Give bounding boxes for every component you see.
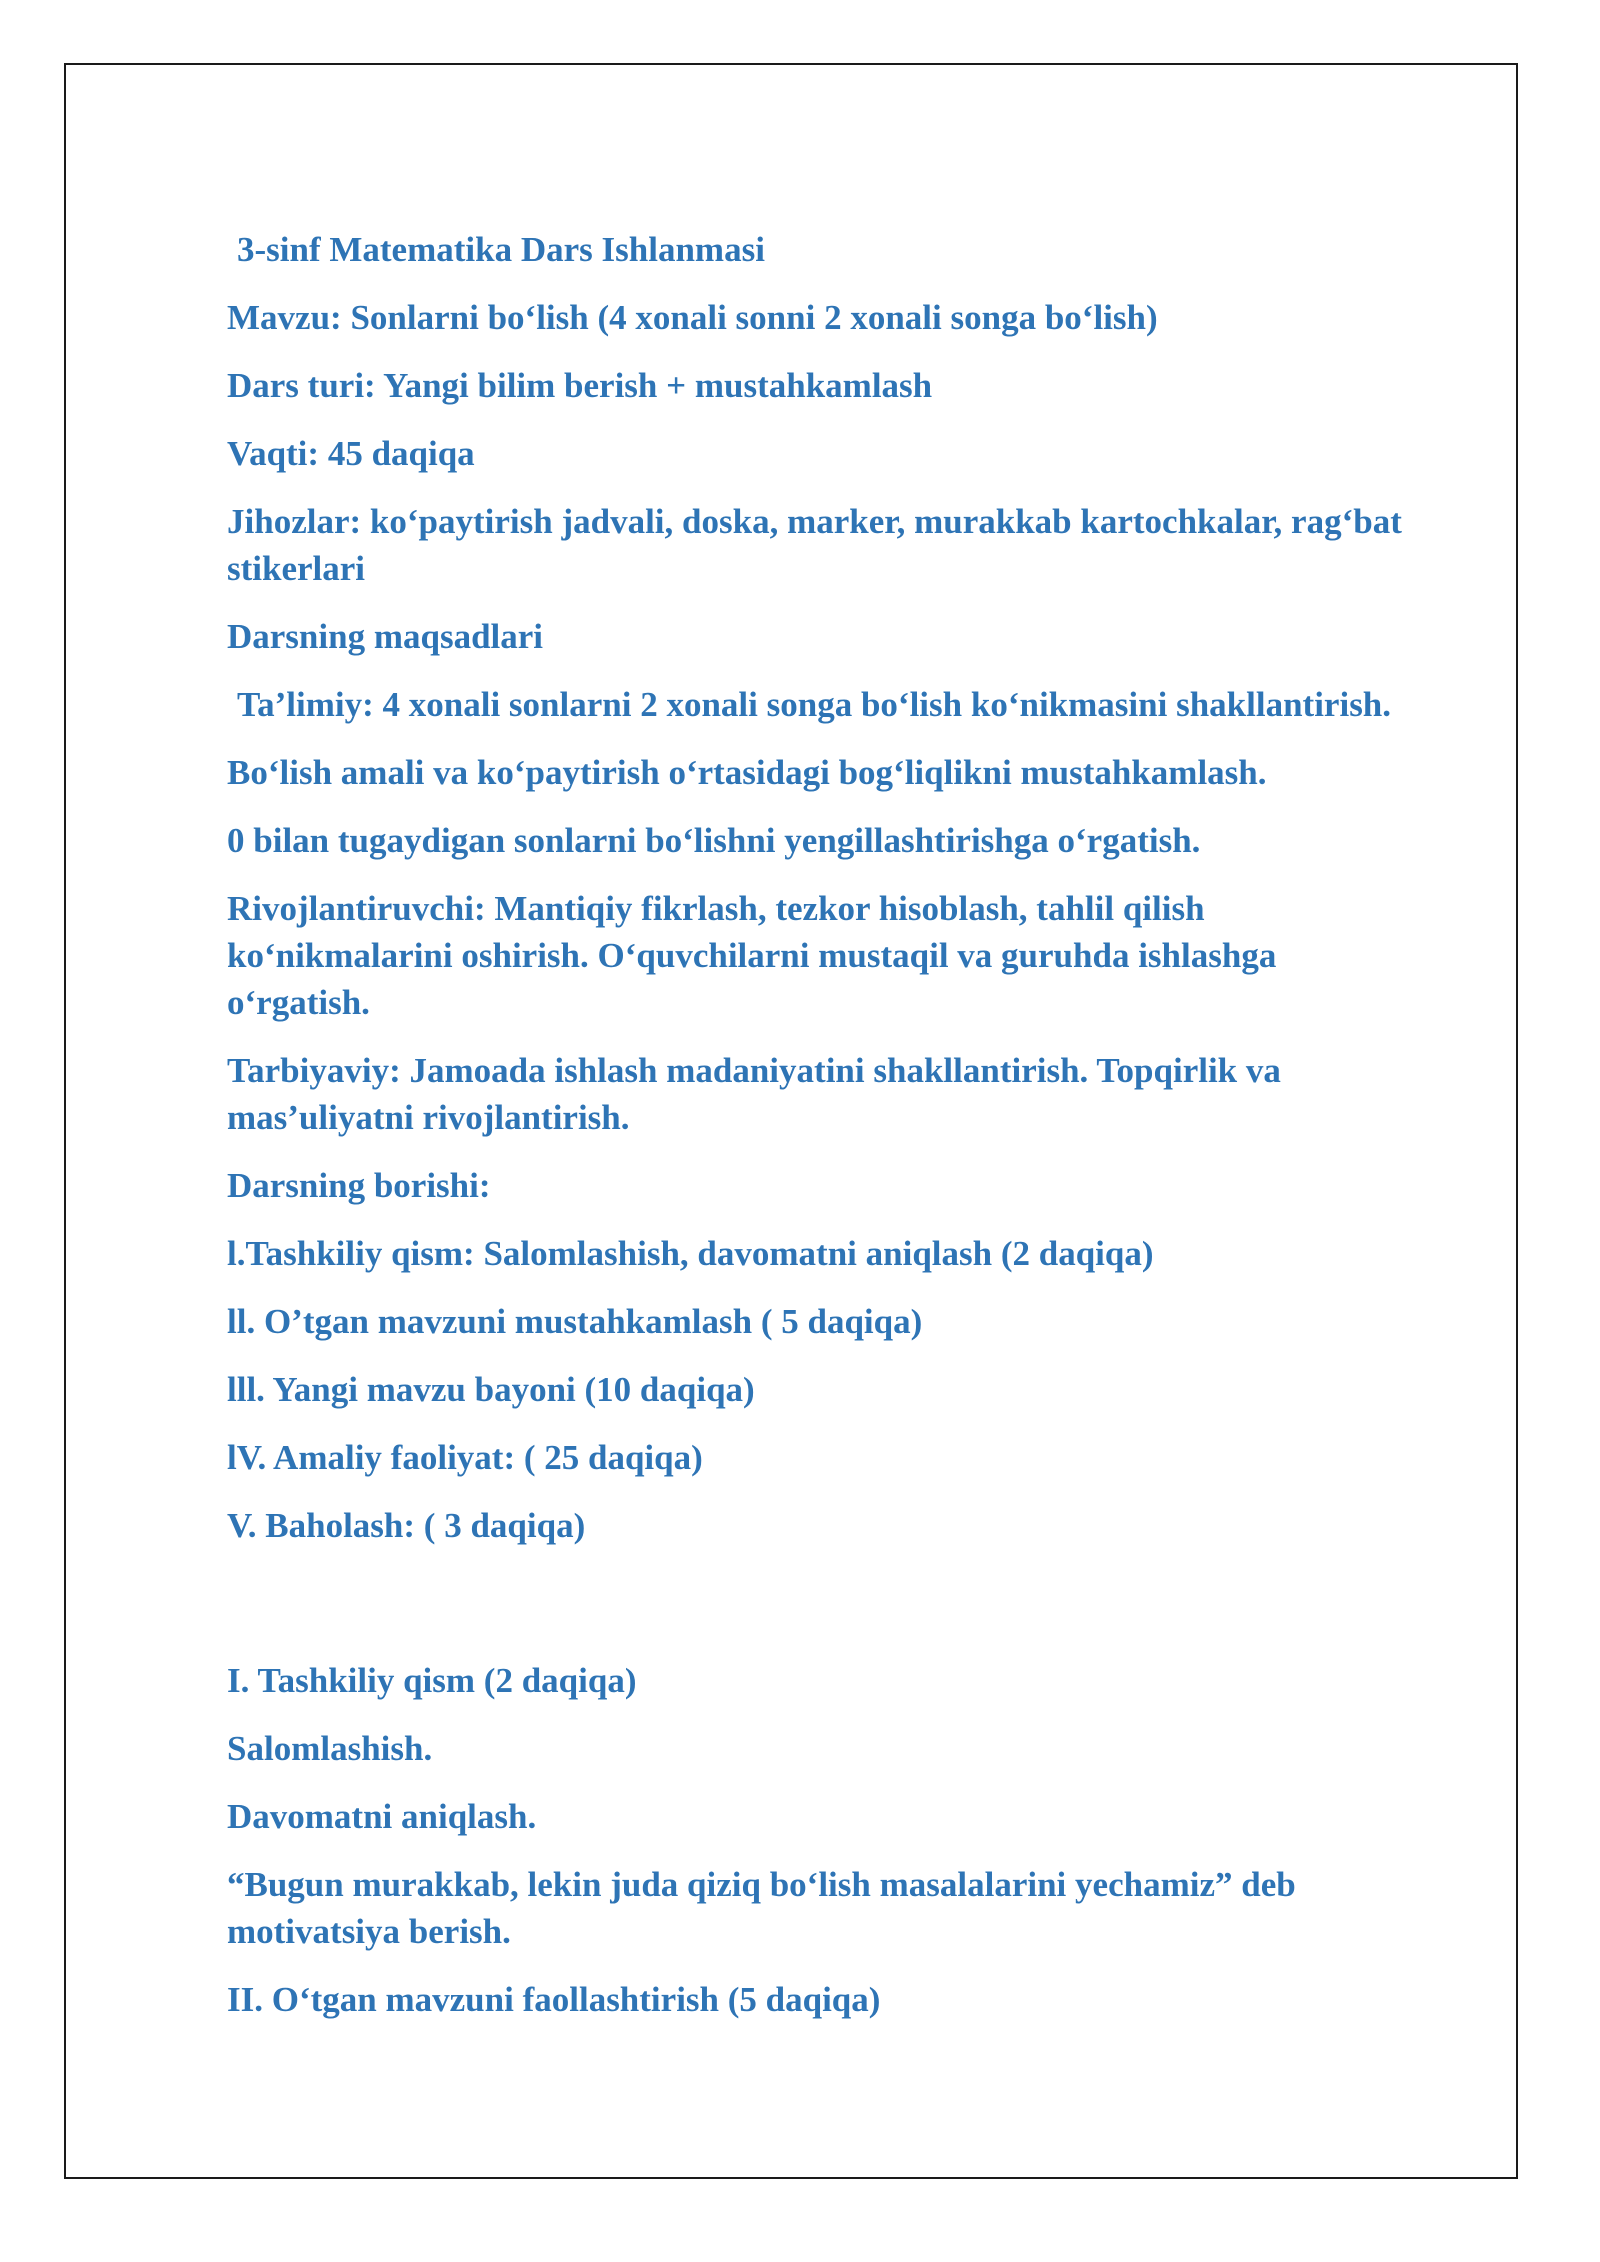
document-title: 3-sinf Matematika Dars Ishlanmasi (237, 230, 765, 269)
section-1-heading: I. Tashkiliy qism (2 daqiqa) (227, 1661, 637, 1700)
topic-line: Mavzu: Sonlarni bo‘lish (4 xonali sonni 2 xonali songa bo‘lish) (227, 298, 1158, 337)
educational-goal-line-2: Bo‘lish amali va ko‘paytirish o‘rtasidagi bog‘liqlikni mustahkamlash. (227, 753, 1267, 792)
goals-heading: Darsning maqsadlari (227, 617, 544, 656)
stage-item: V. Baholash: ( 3 daqiqa) (227, 1506, 586, 1545)
stage-item: l.Tashkiliy qism: Salomlashish, davomatni aniqlash (2 daqiqa) (227, 1234, 1154, 1273)
lesson-flow-heading: Darsning borishi: (227, 1166, 491, 1205)
stage-item: lll. Yangi mavzu bayoni (10 daqiqa) (227, 1370, 755, 1409)
educational-goal-line: Ta’limiy: 4 xonali sonlarni 2 xonali songa bo‘lish ko‘nikmasini shakllantirish. (237, 685, 1392, 724)
lesson-type-line: Dars turi: Yangi bilim berish + mustahkamlash (227, 366, 933, 405)
section-1-line: Davomatni aniqlash. (227, 1797, 537, 1836)
equipment-line: Jihozlar: ko‘paytirish jadvali, doska, marker, murakkab kartochkalar, rag‘bat stikerlari (227, 502, 1411, 588)
section-1-line: Salomlashish. (227, 1729, 433, 1768)
developmental-goal-line: Rivojlantiruvchi: Mantiqiy fikrlash, tezkor hisoblash, tahlil qilish ko‘nikmalarini oshirish. O‘quvchilarni mustaqil va guruhda ishlashga o‘rgatish. (227, 889, 1286, 1022)
document-body (227, 226, 1477, 2023)
stage-item: lV. Amaliy faoliyat: ( 25 daqiqa) (227, 1438, 703, 1477)
educational-goal-line-3: 0 bilan tugaydigan sonlarni bo‘lishni yengillashtirishga o‘rgatish. (227, 821, 1201, 860)
section-2-heading: II. O‘tgan mavzuni faollashtirish (5 daqiqa) (227, 1980, 881, 2019)
duration-line: Vaqti: 45 daqiqa (227, 434, 475, 473)
upbringing-goal-line: Tarbiyaviy: Jamoada ishlash madaniyatini shakllantirish. Topqirlik va mas’uliyatni rivojlantirish. (227, 1051, 1290, 1137)
section-1-line: “Bugun murakkab, lekin juda qiziq bo‘lish masalalarini yechamiz” deb motivatsiya berish. (227, 1865, 1305, 1951)
stage-item: ll. O’tgan mavzuni mustahkamlash ( 5 daqiqa) (227, 1302, 923, 1341)
